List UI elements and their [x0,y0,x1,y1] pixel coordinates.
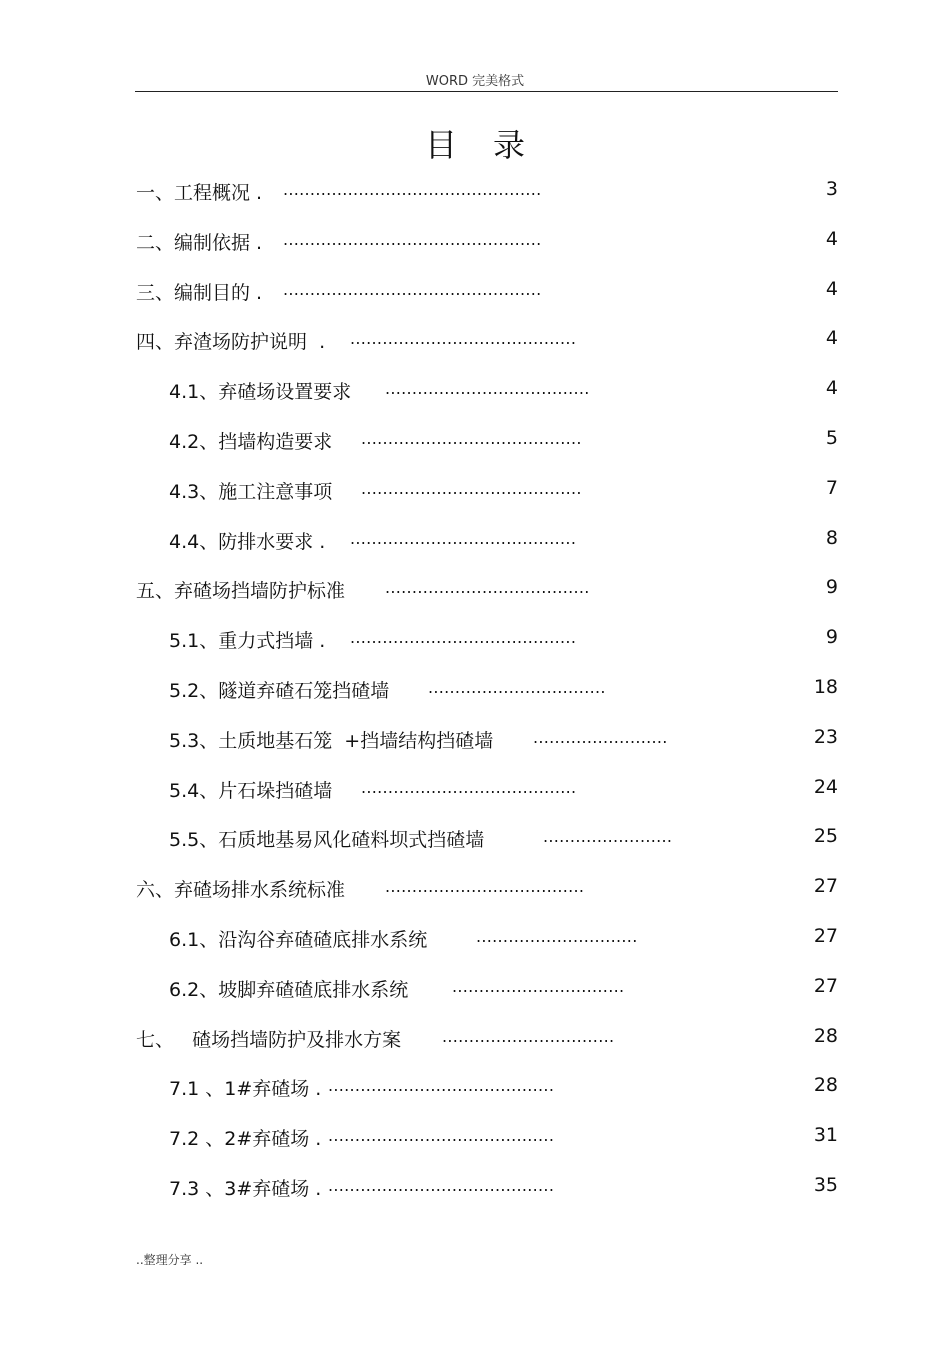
toc-page-number: 4 [825,377,838,400]
toc-entry[interactable] [136,1015,838,1065]
toc-page-number: 7 [825,476,838,499]
toc-entry[interactable] [136,1114,838,1164]
toc-page-number: 28 [813,1024,838,1047]
toc-page-number: 18 [813,675,838,698]
toc-entry-label: 三、编制目的 . [136,281,263,304]
header-rule [135,91,838,92]
toc-entry-label: 5.2、隧道弃碴石笼挡碴墙 [169,679,390,702]
toc-page-number: 5 [825,426,838,449]
toc-entry[interactable] [136,766,838,816]
toc-entry-label: 7.1 、1#弃碴场 . [169,1078,322,1101]
toc-entry[interactable] [136,1164,838,1214]
page-footer: ..整理分享 .. [136,1253,204,1267]
toc-entry-label: 4.1、弃碴场设置要求 [169,381,352,404]
toc-entry-label: 6.1、沿沟谷弃碴碴底排水系统 [169,928,428,951]
toc-page-number: 31 [813,1124,838,1147]
page-header: WORD 完美格式 [425,74,525,89]
toc-entry[interactable] [136,168,838,218]
toc-leader-dots: ................................................ [283,229,542,249]
toc-page-number: 25 [813,825,838,848]
toc-entry-label: 六、弃碴场排水系统标准 [136,879,346,902]
toc-entry[interactable] [136,915,838,965]
toc-page-number: 24 [813,775,838,798]
toc-leader-dots: ........................ [543,827,673,847]
toc-leader-dots: ......................................... [361,478,582,498]
toc-entry-label: 5.3、土质地基石笼 +挡墙结构挡碴墙 [169,729,494,752]
toc-leader-dots: .......................................... [328,1175,555,1195]
toc-entry-label: 一、工程概况 . [136,182,263,204]
toc-leader-dots: ........................................ [361,777,577,797]
toc-leader-dots: ................................. [428,677,606,697]
toc-leader-dots: ......................................... [361,428,582,448]
toc-page-number: 27 [813,875,838,898]
toc-page-number: 23 [813,725,838,748]
toc-entry[interactable] [136,367,838,417]
toc-page-number: 4 [825,327,838,350]
toc-leader-dots: ................................ [452,976,625,996]
toc-page-number: 8 [825,526,838,549]
toc-page-number: 35 [813,1173,838,1196]
toc-entry[interactable] [136,716,838,766]
toc-entry[interactable] [136,616,838,666]
toc-leader-dots: ................................ [442,1026,615,1046]
toc-page-number: 27 [813,974,838,997]
page-title: 目录 [424,126,561,164]
toc-page-number: 3 [825,178,838,200]
toc-leader-dots: ..................................... [385,877,585,897]
toc-entry[interactable] [136,865,838,915]
toc-entry-label: 4.2、挡墙构造要求 [169,430,333,453]
toc-entry[interactable] [136,517,838,567]
toc-entry-label: 7.3 、3#弃碴场 . [169,1177,322,1200]
toc-entry-label: 二、编制依据 . [136,231,263,254]
toc-page-number: 9 [825,626,838,649]
toc-leader-dots: ................................................ [283,279,542,299]
toc-leader-dots: .......................................... [328,1126,555,1146]
toc-entry-label: 5.5、石质地基易风化碴料坝式挡碴墙 [169,829,485,852]
table-of-contents [136,168,838,1214]
toc-entry[interactable] [136,566,838,616]
toc-entry-label: 四、弃渣场防护说明 . [136,331,326,354]
toc-leader-dots: ......................... [533,727,668,747]
toc-leader-dots: ...................................... [385,379,590,399]
toc-entry-label: 6.2、坡脚弃碴碴底排水系统 [169,978,409,1001]
toc-entry[interactable] [136,268,838,318]
toc-entry[interactable] [136,965,838,1015]
toc-entry[interactable] [136,317,838,367]
toc-entry[interactable] [136,417,838,467]
toc-entry[interactable] [136,218,838,268]
toc-leader-dots: ...................................... [385,578,590,598]
toc-entry[interactable] [136,467,838,517]
toc-entry[interactable] [136,1064,838,1114]
toc-entry-label: 五、弃碴场挡墙防护标准 [136,580,346,603]
toc-page-number: 27 [813,924,838,947]
toc-leader-dots: .......................................... [350,528,577,548]
toc-leader-dots: .......................................... [350,329,577,349]
toc-entry-label: 4.4、防排水要求 . [169,530,326,553]
toc-entry-label: 7.2 、2#弃碴场 . [169,1128,322,1151]
toc-entry[interactable] [136,815,838,865]
toc-leader-dots: .......................................... [328,1076,555,1096]
toc-entry[interactable] [136,666,838,716]
toc-page-number: 4 [825,277,838,300]
toc-entry-label: 七、 碴场挡墙防护及排水方案 [136,1028,402,1051]
toc-page-number: 4 [825,227,838,250]
toc-entry-label: 5.1、重力式挡墙 . [169,630,326,653]
toc-leader-dots: ................................................ [283,180,542,199]
toc-leader-dots: .............................. [476,926,638,946]
toc-entry-label: 4.3、施工注意事项 [169,480,333,503]
toc-page-number: 28 [813,1074,838,1097]
toc-entry-label: 5.4、片石垛挡碴墙 [169,779,333,802]
toc-leader-dots: .......................................... [350,628,577,648]
toc-page-number: 9 [825,576,838,599]
